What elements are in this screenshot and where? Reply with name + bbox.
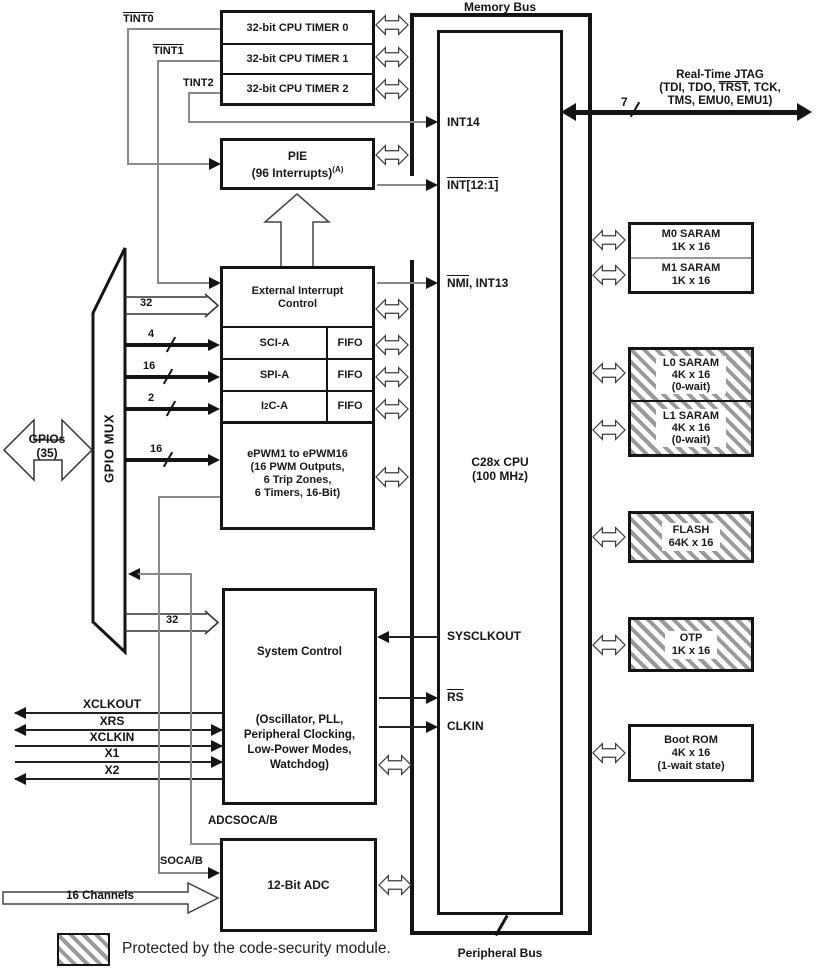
system-control-detail: (Oscillator, PLL, Peripheral Clocking, Low-Power Modes, Watchdog) [243, 714, 356, 771]
wire-sysclkout [388, 636, 437, 638]
adc-label: 12-Bit ADC [267, 878, 330, 892]
sci-fifo: FIFO [326, 328, 372, 358]
wire-adcsoc [138, 573, 192, 575]
peripheral-bus-label: Peripheral Bus [457, 946, 543, 960]
m1-saram: M1 SARAM 1K x 16 [661, 262, 721, 287]
pin-xrs: $\overline{XRS}$ [99, 714, 125, 728]
cpu-pin-int14: INT14 [447, 115, 480, 129]
cpu-label: C28x CPU (100 MHz) [471, 455, 529, 483]
timer1-row: 32-bit CPU TIMER 1 [223, 43, 372, 73]
arrowhead [14, 707, 26, 719]
double-arrow-timer1 [375, 45, 409, 69]
arrowhead [208, 371, 220, 383]
arrowhead [14, 773, 26, 785]
l0-l1-saram-box [628, 347, 754, 457]
double-arrow-timer2 [375, 77, 409, 101]
memory-bus-label: Memory Bus [463, 0, 537, 14]
arrowhead [208, 454, 220, 466]
bus-gap [409, 176, 416, 260]
arrowhead [211, 756, 223, 768]
wire-soc [158, 496, 220, 498]
wire-nmi-int13 [377, 282, 429, 284]
arrowhead [211, 724, 223, 736]
double-arrow-m0 [592, 228, 626, 252]
pin-xclkin: XCLKIN [89, 730, 135, 744]
i2c-fifo: FIFO [326, 392, 372, 421]
pie-box [220, 138, 375, 190]
l1-saram: L1 SARAM 4K x 16 (0-wait) [631, 402, 751, 454]
cpu-pin-nmi-int13: $\overline{NMI}$, INT13 [447, 276, 509, 290]
pin-x2: X2 [104, 763, 120, 777]
wire-tint2 [188, 92, 220, 94]
interrupt-up-arrow [263, 192, 331, 268]
arrowhead [426, 721, 438, 733]
wire-tint1 [157, 60, 220, 62]
bus32-ext-label: 32 [140, 297, 153, 309]
double-arrow-pie [375, 143, 409, 167]
bus-sci-width: 4 [148, 328, 155, 340]
gpios-label: GPIOs (35) [28, 432, 66, 460]
peripherals-box [220, 266, 375, 530]
spi-a-label: SPI-A [259, 368, 290, 381]
bus-epwm-width: 16 [150, 443, 163, 455]
cpu-pin-sysclkout: SYSCLKOUT [447, 629, 522, 643]
wire-int14 [188, 121, 429, 123]
double-arrow-l0 [592, 361, 626, 385]
wire-soc [158, 496, 160, 874]
bus32-sys-label: 32 [166, 614, 179, 626]
cpu-pin-int12-1: INT[12:1] [447, 178, 499, 192]
wire-adcsoc [190, 843, 220, 845]
spi-row [223, 360, 372, 392]
adcsoc-label: ADCSOCA/B [208, 815, 278, 827]
i2c-a-label: I 2 C-A [260, 400, 289, 412]
jtag-label: Real-Time JTAG (TDI, TDO, TRST, TCK, TMS, EMU0, EMU1) [659, 69, 781, 107]
tint2-label: TINT2 [183, 77, 214, 89]
l0-saram: L0 SARAM 4K x 16 (0-wait) [631, 350, 751, 402]
i2c-row [223, 392, 372, 424]
arrowhead [208, 867, 220, 879]
wire-tint1 [157, 60, 159, 284]
wire-int12-1 [377, 184, 429, 186]
wire-soc [158, 872, 210, 874]
pin-x1: X1 [104, 746, 120, 760]
double-arrow-adc [378, 873, 412, 897]
flash-box: FLASH 64K x 16 [628, 511, 754, 563]
wire-tint2 [188, 92, 190, 123]
double-arrow-rom [592, 741, 626, 765]
wire-tint0-to-pie [127, 163, 211, 165]
arrowhead [208, 403, 220, 415]
arrowhead [426, 116, 438, 128]
cpu-pin-clkin: CLKIN [447, 719, 484, 733]
jtag-line [572, 110, 802, 115]
otp-box: OTP 1K x 16 [628, 617, 754, 672]
m0-m1-saram-box [628, 222, 754, 294]
cpu-pin-rs: $\overline{RS}$ [447, 690, 464, 704]
boot-rom-box: Boot ROM 4K x 16 (1-wait state) [628, 724, 754, 782]
arrowhead [208, 339, 220, 351]
bus-i2c-width: 2 [148, 392, 155, 404]
ext-int-control: External Interrupt Control [223, 269, 372, 328]
system-control-box [222, 588, 377, 805]
arrowhead [426, 692, 438, 704]
pin-xclkout: XCLKOUT [83, 697, 141, 711]
m0-saram: M0 SARAM 1K x 16 [631, 225, 751, 259]
gpio-mux-label: GPIO MUX [101, 414, 117, 484]
cpu-timers-box [220, 10, 375, 106]
double-arrow-i2c [375, 397, 409, 421]
sci-a-label: SCI-A [259, 336, 290, 349]
bus-spi-width: 16 [143, 360, 156, 372]
timer0-row: 32-bit CPU TIMER 0 [246, 21, 349, 34]
wire-tint0 [127, 28, 220, 30]
arrowhead [211, 740, 223, 752]
double-arrow-spi [375, 365, 409, 389]
jtag-arrow-left [561, 103, 576, 121]
double-arrow-sysctrl [378, 753, 412, 777]
double-arrow-extint [375, 297, 409, 321]
double-arrow-flash [592, 525, 626, 549]
adc-box [220, 838, 377, 932]
arrowhead [14, 724, 26, 736]
jtag-width-label: 7 [621, 95, 628, 109]
tint1-label: TINT1 [153, 45, 184, 57]
double-arrow-m1 [592, 263, 626, 287]
wire-adcsoc [190, 573, 192, 845]
legend-hatch-swatch [57, 933, 110, 966]
sci-row [223, 328, 372, 360]
spi-fifo: FIFO [326, 360, 372, 390]
double-arrow-otp [592, 633, 626, 657]
double-arrow-l1 [592, 418, 626, 442]
arrowhead [426, 277, 438, 289]
channels-label: 16 Channels [66, 890, 134, 902]
wire-clkin [379, 726, 429, 728]
wire-tint1-to-extint [157, 282, 211, 284]
system-control-title: System Control [257, 646, 342, 658]
wire-tint0 [127, 28, 129, 165]
wire-rs [379, 697, 429, 699]
pie-label: PIE (96 Interrupts)$^{(A)}$ [251, 148, 344, 180]
soc-label: SOCA/B [160, 855, 203, 867]
double-arrow-epwm [375, 465, 409, 489]
arrowhead [377, 631, 389, 643]
timer2-row: 32-bit CPU TIMER 2 [223, 73, 372, 103]
epwm-block: ePWM1 to ePWM16 (16 PWM Outputs, 6 Trip Zones, 6 Timers, 16-Bit) [247, 447, 348, 499]
tint0-label: TINT0 [123, 13, 154, 25]
legend-text: Protected by the code-security module. [122, 940, 391, 957]
double-arrow-timer0 [375, 13, 409, 37]
double-arrow-sci [375, 333, 409, 357]
arrowhead [426, 179, 438, 191]
